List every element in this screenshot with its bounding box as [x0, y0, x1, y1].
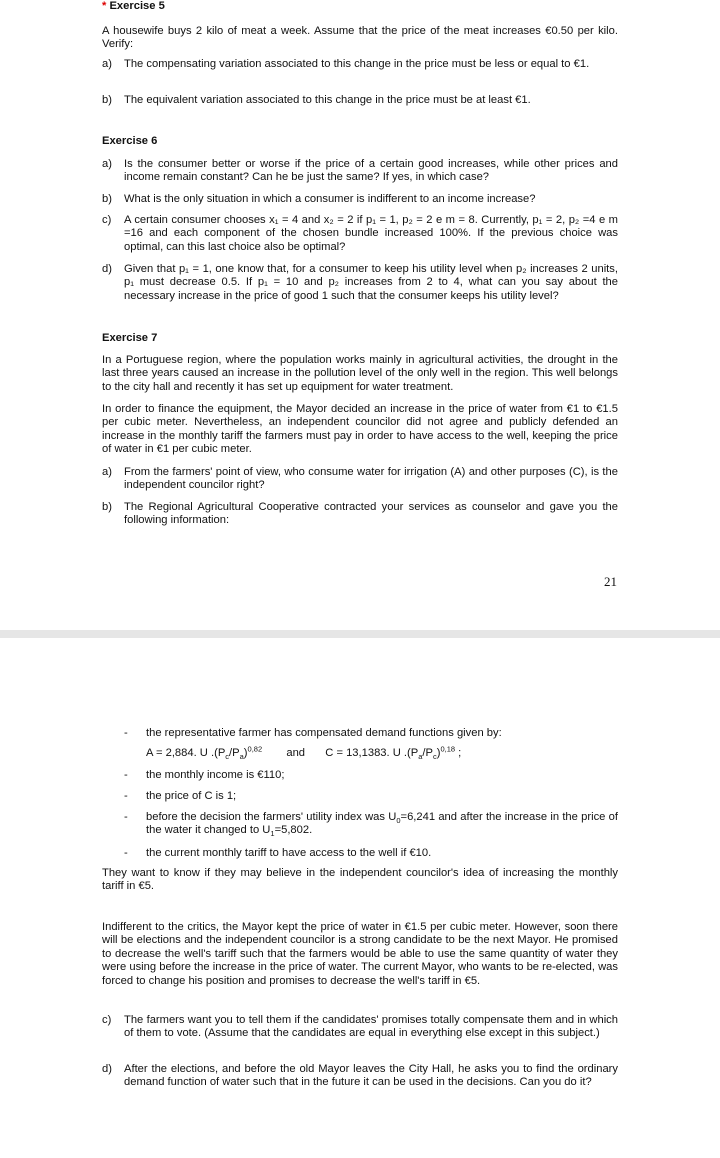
- bullet-monthly-income: the monthly income is €110;: [146, 769, 285, 781]
- exercise-6-item-d: Given that p₁ = 1, one know that, for a consumer to keep his utility level when p₂ increases 2 units, p₁ must decrease 0.5. If p₁ = 10 and p₂ increases from 2 to 4, what can you say about the necessary increase in the price of good 1 such that the consumer keeps his utility level?: [124, 263, 618, 302]
- exercise-6-item-a: Is the consumer better or worse if the price of a certain good increases, while other prices and income remain constant? Can he be just the same? If yes, in which case?: [124, 158, 618, 184]
- bullet-dash: -: [124, 769, 128, 781]
- exercise-7-paragraph-1: In a Portuguese region, where the population works mainly in agricultural activities, the drought in the last three years caused an increase in the pollution level of the only well in the region. This well belongs to the city hall and recently it has set up equipment for water treatment.: [102, 354, 618, 393]
- bullet-dash: -: [124, 790, 128, 802]
- item-label: b): [102, 193, 112, 205]
- item-label: b): [102, 501, 112, 513]
- paragraph-mayor-indifferent: Indifferent to the critics, the Mayor kept the price of water in €1.5 per cubic meter. However, soon there will be elections and the independent councilor is a strong candidate to be the next Mayor. He promised to decrease the well's tariff such that the farmers would be able to use the same quantity of water they were using before the increase in the price of water. The current Mayor, who wants to be re-elected, was forced to change his position and promises to decrease the well's tariff in €5.: [102, 921, 618, 987]
- item-label: a): [102, 58, 112, 70]
- item-label: a): [102, 466, 112, 478]
- item-label: b): [102, 94, 112, 106]
- item-label: c): [102, 1014, 112, 1026]
- paragraph-want-to-know: They want to know if they may believe in the independent councilor's idea of increasing the monthly tariff in €5.: [102, 867, 618, 893]
- formula-c: C = 13,1383. U $.(P_a/P_c)^{0,18}$ ;: [325, 744, 462, 762]
- bullet-utility-index: before the decision the farmers' utility index was $U_0=6,241$ and after the increase in the price of the water it changed to $U_1=5,802$.: [146, 811, 619, 839]
- demand-formula: [146, 744, 618, 762]
- exercise-6-item-c: A certain consumer chooses x₁ = 4 and x₂ = 2 if p₁ = 1, p₂ = 2 e m = 8. Currently, p₁ = 2, p₂ =4 e m =16 and each component of the chosen bundle increased 100%. If the previous choice was optimal, can this last choice also be optimal?: [124, 214, 618, 253]
- exercise-6-title: Exercise 6: [102, 135, 158, 147]
- exercise-5-title: * Exercise 5: [102, 0, 165, 12]
- item-label: d): [102, 1063, 112, 1075]
- bullet-price-c: the price of C is 1;: [146, 790, 237, 802]
- bullet-demand-functions: the representative farmer has compensated demand functions given by:: [146, 727, 502, 739]
- formula-and: and: [286, 747, 306, 759]
- item-label: a): [102, 158, 112, 170]
- asterisk-marker: *: [102, 0, 110, 12]
- exercise-7-item-b: The Regional Agricultural Cooperative contracted your services as counselor and gave you the following information:: [124, 501, 618, 527]
- exercise-7-item-a: From the farmers' point of view, who consume water for irrigation (A) and other purposes (C), is the independent councilor right?: [124, 466, 618, 492]
- exercise-7-title: Exercise 7: [102, 332, 158, 344]
- item-label: c): [102, 214, 112, 226]
- exercise-5-intro: A housewife buys 2 kilo of meat a week. Assume that the price of the meat increases €0.50 per kilo. Verify:: [102, 25, 618, 51]
- bullet-dash: -: [124, 811, 128, 823]
- item-d-demand-function: After the elections, and before the old Mayor leaves the City Hall, he asks you to find the ordinary demand function of water such that in the future it can be used in the decisions. Can you do it?: [124, 1063, 618, 1089]
- formula-a: A = 2,884. U $.(P_c/P_a)^{0,82}$: [146, 744, 263, 762]
- exercise-5-item-a: The compensating variation associated to this change in the price must be less or equal to €1.: [124, 58, 590, 70]
- item-label: d): [102, 263, 112, 275]
- bullet-dash: -: [124, 847, 128, 859]
- item-c-candidates: The farmers want you to tell them if the candidates' promises totally compensate them and in which of them to vote. (Assume that the candidates are equal in everything else except in this subject.): [124, 1014, 618, 1040]
- document-page-2: [0, 638, 720, 1158]
- page-number: 21: [604, 574, 617, 589]
- exercise-6-item-b: What is the only situation in which a consumer is indifferent to an income increase?: [124, 193, 536, 205]
- exercise-7-paragraph-2: In order to finance the equipment, the Mayor decided an increase in the price of water from €1 to €1.5 per cubic meter. Nevertheless, an independent councilor did not agree and publicly defended an increase in the monthly tariff the farmers must pay in order to have access to the well, keeping the price of water in €1 per cubic meter.: [102, 403, 618, 456]
- bullet-current-tariff: the current monthly tariff to have access to the well if €10.: [146, 847, 432, 859]
- bullet-dash: -: [124, 727, 128, 739]
- exercise-5-item-b: The equivalent variation associated to this change in the price must be at least €1.: [124, 94, 531, 106]
